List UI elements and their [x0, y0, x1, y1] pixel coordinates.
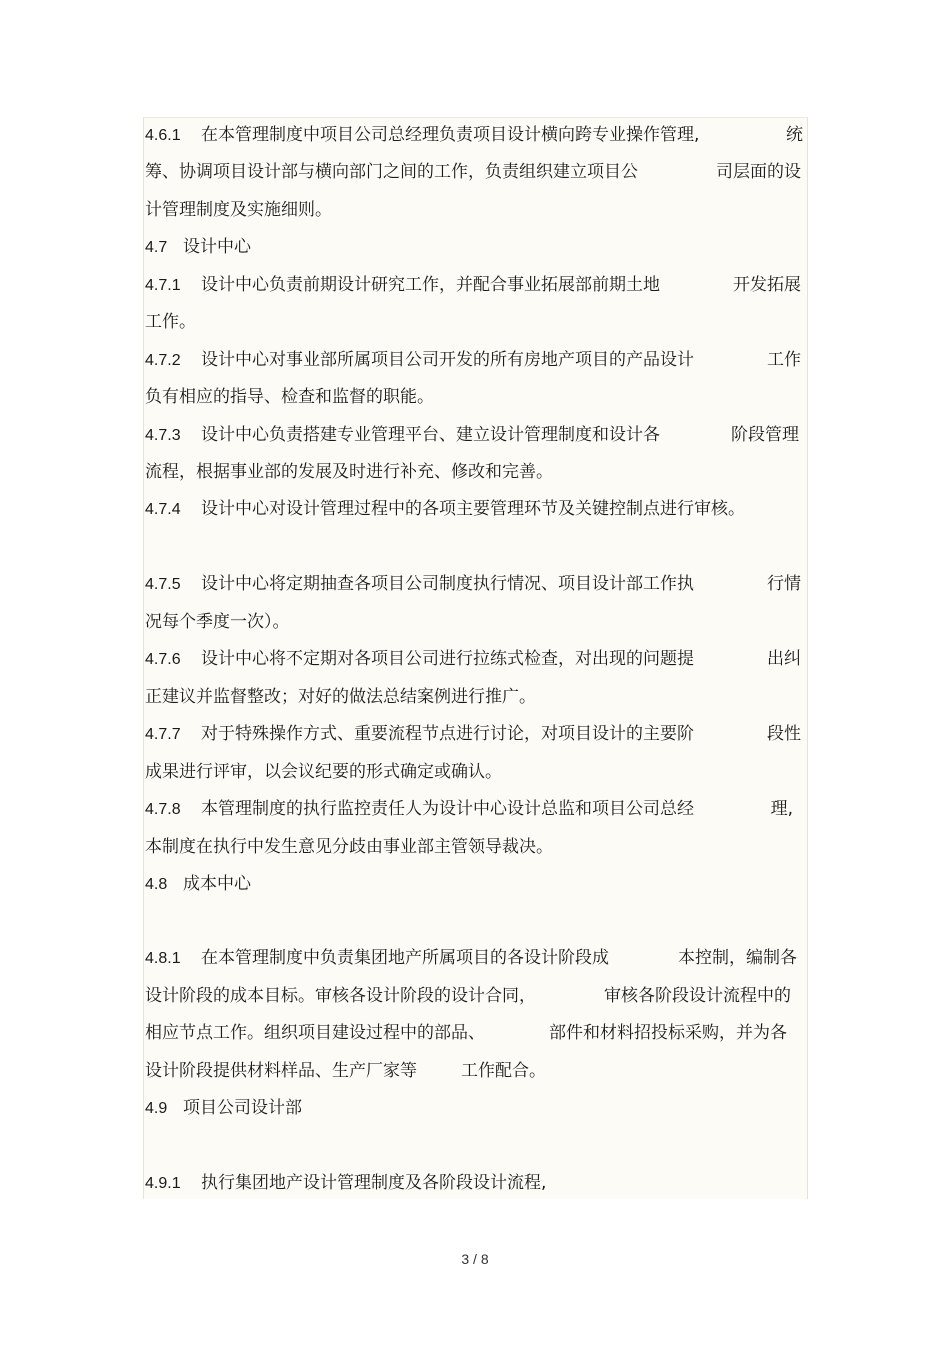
section-number: 4.7.3 [145, 427, 181, 444]
section-number: 4.7.2 [145, 352, 181, 369]
paragraph-text: 在本管理制度中项目公司总经理负责项目设计横向跨专业操作管理, [201, 125, 700, 145]
paragraph-line [145, 981, 805, 1011]
section-heading [145, 1093, 805, 1123]
section-number: 4.7.7 [145, 726, 181, 743]
paragraph-text-tail: 司层面的设 [716, 162, 801, 182]
paragraph-text: 负有相应的指导、检查和监督的职能。 [145, 387, 434, 407]
paragraph-line [145, 195, 805, 225]
paragraph-text-tail: 出纠 [767, 649, 801, 669]
paragraph-text: 本制度在执行中发生意见分歧由事业部主管领导裁决。 [145, 837, 553, 857]
paragraph-text: 设计中心负责前期设计研究工作，并配合事业拓展部前期土地 [201, 275, 660, 295]
paragraph-line [145, 307, 805, 337]
paragraph-text: 设计中心对设计管理过程中的各项主要管理环节及关键控制点进行审核。 [201, 499, 745, 519]
section-number: 4.7.6 [145, 651, 181, 668]
paragraph-line [145, 794, 805, 824]
paragraph-text-tail: 部件和材料招投标采购，并为各 [549, 1023, 787, 1043]
paragraph-line [145, 157, 805, 187]
paragraph-text-tail: 工作配合。 [461, 1061, 546, 1081]
paragraph-text-tail: 审核各阶段设计流程中的 [604, 986, 791, 1006]
paragraph-line [145, 569, 805, 599]
paragraph-text-tail: 工作 [767, 350, 801, 370]
paragraph-line [145, 1168, 805, 1198]
paragraph-line [145, 1056, 805, 1086]
paragraph-line [145, 494, 805, 524]
paragraph-line [145, 757, 805, 787]
paragraph-line [145, 719, 805, 749]
section-heading-text: 设计中心 [183, 237, 251, 257]
paragraph-text-tail: 开发拓展 [733, 275, 801, 295]
section-number: 4.7.8 [145, 801, 181, 818]
paragraph-text: 本管理制度的执行监控责任人为设计中心设计总监和项目公司总经 [201, 799, 694, 819]
paragraph-text: 正建议并监督整改；对好的做法总结案例进行推广。 [145, 687, 536, 707]
paragraph-text: 执行集团地产设计管理制度及各阶段设计流程, [201, 1173, 547, 1193]
page-number: 3 / 8 [461, 1251, 489, 1267]
paragraph-text: 设计中心负责搭建专业管理平台、建立设计管理制度和设计各 [201, 425, 660, 445]
paragraph-text: 流程，根据事业部的发展及时进行补充、修改和完善。 [145, 462, 553, 482]
paragraph-line [145, 345, 805, 375]
paragraph-line [145, 270, 805, 300]
paragraph-text: 相应节点工作。组织项目建设过程中的部品、 [145, 1023, 485, 1043]
section-heading [145, 232, 805, 262]
paragraph-text: 设计阶段的成本目标。审核各设计阶段的设计合同， [145, 986, 536, 1006]
paragraph-text-tail: 统 [786, 125, 803, 145]
paragraph-text: 设计中心将不定期对各项目公司进行拉练式检查，对出现的问题提 [201, 649, 694, 669]
paragraph-text-tail: 理, [770, 799, 793, 819]
section-number: 4.9 [145, 1100, 168, 1117]
section-number: 4.8 [145, 876, 168, 893]
section-number: 4.7.1 [145, 277, 181, 294]
paragraph-text: 设计中心对事业部所属项目公司开发的所有房地产项目的产品设计 [201, 350, 694, 370]
paragraph-text-tail: 本控制，编制各 [678, 948, 797, 968]
paragraph-text: 工作。 [145, 312, 196, 332]
paragraph-line [145, 120, 805, 150]
paragraph-line [145, 682, 805, 712]
paragraph-text: 计管理制度及实施细则。 [145, 200, 332, 220]
paragraph-line [145, 607, 805, 637]
section-number: 4.7.4 [145, 501, 181, 518]
section-number: 4.7.5 [145, 576, 181, 593]
paragraph-text: 在本管理制度中负责集团地产所属项目的各设计阶段成 [201, 948, 609, 968]
paragraph-line [145, 1018, 805, 1048]
paragraph-line [145, 420, 805, 450]
paragraph-text: 成果进行评审，以会议纪要的形式确定或确认。 [145, 762, 502, 782]
section-number: 4.9.1 [145, 1175, 181, 1192]
paragraph-line [145, 644, 805, 674]
paragraph-text: 设计阶段提供材料样品、生产厂家等 [145, 1061, 417, 1081]
paragraph-text: 设计中心将定期抽查各项目公司制度执行情况、项目设计部工作执 [201, 574, 694, 594]
section-heading-text: 成本中心 [183, 874, 251, 894]
paragraph-text-tail: 阶段管理 [731, 425, 799, 445]
paragraph-line [145, 457, 805, 487]
section-number: 4.8.1 [145, 950, 181, 967]
section-number: 4.7 [145, 239, 168, 256]
paragraph-line [145, 382, 805, 412]
paragraph-text-tail: 段性 [767, 724, 801, 744]
paragraph-text: 况每个季度一次）。 [145, 612, 290, 632]
section-heading [145, 869, 805, 899]
paragraph-text: 筹、协调项目设计部与横向部门之间的工作，负责组织建立项目公 [145, 162, 638, 182]
paragraph-line [145, 943, 805, 973]
paragraph-line [145, 832, 805, 862]
section-number: 4.6.1 [145, 127, 181, 144]
section-heading-text: 项目公司设计部 [183, 1098, 302, 1118]
paragraph-text: 对于特殊操作方式、重要流程节点进行讨论，对项目设计的主要阶 [201, 724, 694, 744]
paragraph-text-tail: 行情 [767, 574, 801, 594]
